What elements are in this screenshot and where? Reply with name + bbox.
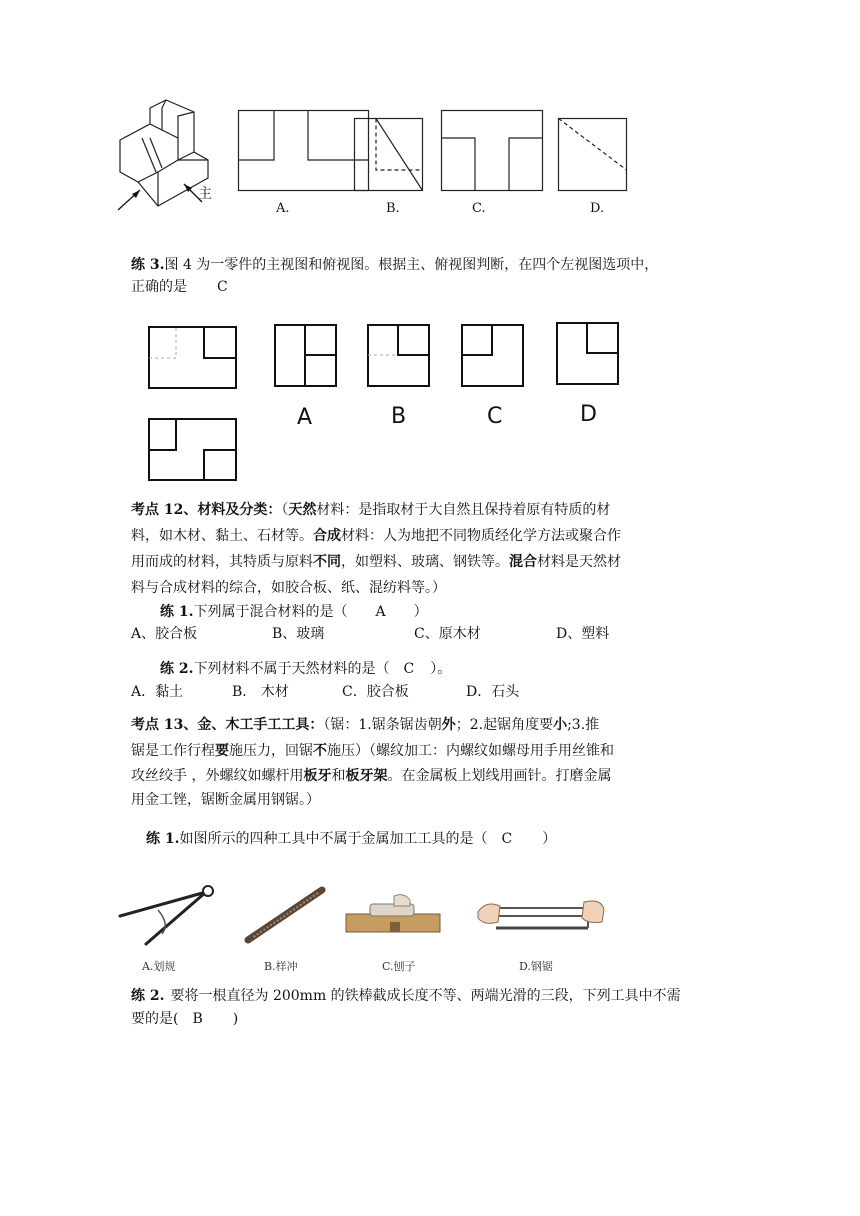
left-view-option-b: [367, 324, 431, 388]
left-view-option-a: [274, 324, 338, 388]
keyword: 小: [553, 717, 568, 733]
question-text: 如图所示的四种工具中不属于金属加工工具的是（: [179, 831, 488, 847]
keyword: 不同: [313, 554, 341, 570]
text: 料与合成材料的综合，如胶合板、纸、混纺料等。）: [131, 580, 446, 596]
left-view-label-a: A: [297, 405, 313, 430]
text: ): [232, 1011, 239, 1027]
text: （: [281, 502, 289, 518]
answer: C: [403, 661, 415, 677]
view-option-c: [441, 110, 544, 192]
question-13-1: [146, 826, 556, 852]
keyword: 外: [441, 717, 456, 733]
kaodian12-line4: [131, 575, 446, 601]
answer: B: [192, 1011, 203, 1027]
left-view-option-d: [556, 322, 620, 386]
text: ；2.起锯角度要: [455, 717, 554, 733]
option-b: B． 木材: [232, 684, 289, 700]
answer: A: [375, 604, 386, 620]
option-a-label: A.: [276, 201, 290, 216]
text: ）。: [430, 661, 452, 677]
text: ）: [542, 831, 557, 847]
text: ，如塑料、玻璃、钢铁等。: [341, 554, 509, 570]
kaodian13-line3: [131, 763, 611, 789]
question-text: 图 4 为一零件的主视图和俯视图。根据主、俯视图判断，在四个左视图选项中，: [164, 257, 659, 273]
answer: C: [501, 831, 513, 847]
left-view-label-c: C: [487, 404, 503, 429]
option-c: C．胶合板: [342, 684, 409, 700]
text: 材料：人为地把不同物质经化学方法或聚合作: [341, 528, 621, 544]
text: 施压力，回锯: [229, 743, 313, 759]
question-13-2-line2: [131, 1006, 238, 1032]
kaodian13-line1: [131, 712, 599, 738]
option-d-label: D.: [590, 201, 605, 216]
text: 锯是工作行程: [131, 743, 215, 759]
left-view-label-d: D: [580, 402, 597, 427]
text: 攻丝绞手 ，外螺纹如螺杆用: [131, 768, 304, 784]
tool-caption-b: B.样冲: [264, 960, 298, 973]
question-prefix: 练 1.: [146, 831, 180, 847]
tool-caption-a: A.划规: [142, 960, 176, 973]
keyword: 板牙架: [345, 768, 388, 784]
option-d: D、塑料: [556, 626, 610, 642]
text: 材料是天然材: [537, 554, 621, 570]
option-a: A．黏土: [131, 684, 184, 700]
option-b-label: B.: [386, 201, 400, 216]
option-c: C、原木材: [414, 626, 481, 642]
keyword: 不: [313, 743, 327, 759]
text: ）: [413, 604, 428, 620]
question-prefix: 练 1.: [160, 604, 194, 620]
center-punch-illustration: [244, 886, 326, 944]
left-view-option-c: [461, 324, 525, 388]
question-text: 下列属于混合材料的是（: [193, 604, 348, 620]
scriber-compass-illustration: [118, 884, 224, 948]
option-a: A、胶合板: [131, 626, 198, 642]
question-text: 要将一根直径为 200mm 的铁棒截成长度不等、两端光滑的三段，下列工具中不需: [170, 988, 681, 1004]
option-b: B、玻璃: [272, 626, 325, 642]
left-view-label-b: B: [391, 404, 407, 429]
text: 用金工锉，锯断金属用钢锯。）: [131, 792, 320, 808]
text: 用而成的材料，其特质与原料: [131, 554, 313, 570]
kaodian-title: 考点 13、金、木工手工工具：: [131, 717, 324, 733]
text: 施压）（螺纹加工：内螺纹如螺母用手用丝锥和: [327, 743, 614, 759]
text: 。在金属板上划线用画针。打磨金属: [387, 768, 612, 784]
hacksaw-illustration: [476, 892, 606, 948]
kaodian13-line4: [131, 787, 320, 813]
keyword: 要: [215, 743, 229, 759]
front-view-label: 主: [198, 186, 212, 202]
kaodian12-line3: [131, 549, 621, 575]
view-option-a: [238, 110, 370, 192]
wood-plane-illustration: [344, 892, 444, 942]
tool-caption-c: C.刨子: [382, 960, 416, 973]
kaodian13-line2: [131, 738, 614, 764]
keyword: 混合: [509, 554, 537, 570]
view-option-b: [354, 118, 424, 192]
tool-caption-d: D.钢锯: [519, 960, 553, 973]
keyword: 天然: [288, 502, 317, 518]
kaodian12-line1: [131, 497, 610, 523]
kaodian-title: 考点 12、材料及分类：: [131, 502, 282, 518]
text: 材料：是指取材于大自然且保持着原有特质的材: [316, 502, 611, 518]
text: 料，如木材、黏土、石材等。: [131, 528, 313, 544]
question-text: 正确的是: [131, 279, 187, 295]
kaodian12-line2: [131, 523, 621, 549]
question-text: 要的是(: [131, 1011, 179, 1027]
main-view-figure: [148, 326, 238, 390]
keyword: 合成: [313, 528, 341, 544]
keyword: 板牙: [303, 768, 332, 784]
text: ;3.推: [567, 717, 600, 733]
answer: C: [217, 279, 228, 295]
question-lian3-line2: [131, 274, 228, 300]
view-option-d: [558, 118, 628, 192]
top-view-figure: [148, 418, 238, 482]
option-c-label: C.: [472, 201, 486, 216]
option-d: D．石头: [466, 684, 520, 700]
question-prefix: 练 2.: [131, 988, 165, 1004]
text: 和: [331, 768, 346, 784]
question-prefix: 练 3.: [131, 257, 165, 273]
question-prefix: 练 2.: [160, 661, 194, 677]
question-text: 下列材料不属于天然材料的是（: [193, 661, 390, 677]
text: （锯：1.锯条锯齿朝: [323, 717, 442, 733]
